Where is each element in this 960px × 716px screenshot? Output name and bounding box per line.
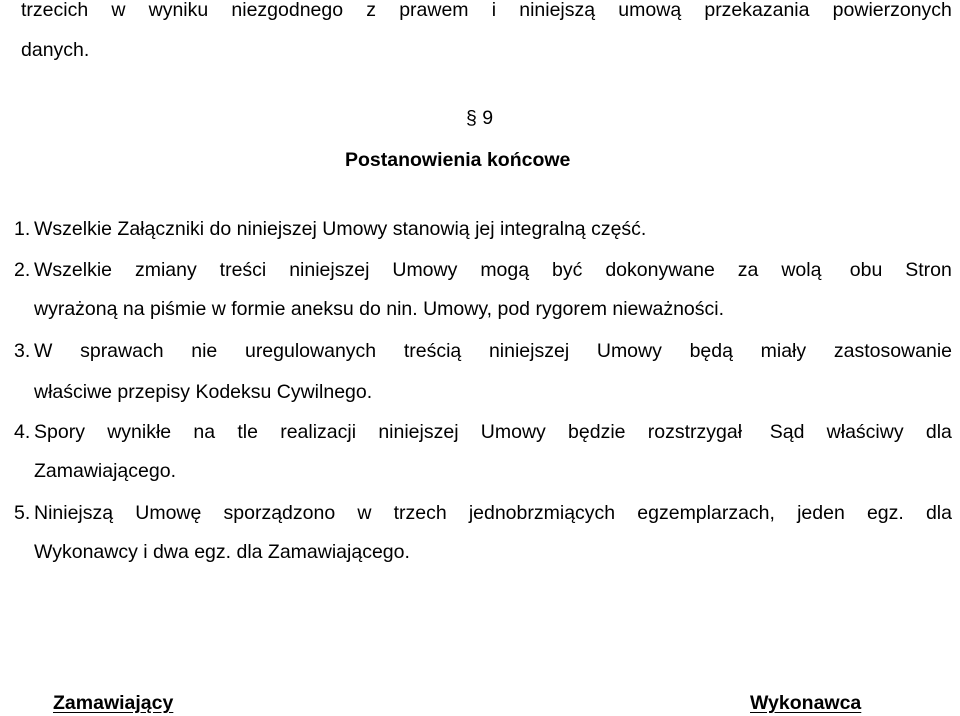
item-text-line-1 bbox=[34, 501, 952, 525]
word: wyniku bbox=[148, 0, 209, 21]
word: Sąd bbox=[764, 421, 805, 443]
word: obu bbox=[844, 259, 883, 281]
word: wolą bbox=[781, 259, 822, 281]
word: wynikłe bbox=[107, 421, 172, 443]
word: Umowy bbox=[596, 340, 662, 362]
word: tle bbox=[237, 421, 258, 443]
item-text-line-1 bbox=[34, 420, 952, 444]
item-number: 2. bbox=[14, 259, 31, 281]
word: zastosowanie bbox=[833, 340, 952, 362]
word: Umowę bbox=[135, 502, 202, 524]
word: będą bbox=[689, 340, 733, 362]
signature-zamawiajacy: Zamawiający bbox=[53, 692, 174, 714]
word: właściwy bbox=[826, 421, 904, 443]
word: treści bbox=[219, 259, 267, 281]
word: uregulowanych bbox=[244, 340, 377, 362]
word: i bbox=[491, 0, 497, 21]
item-5-text-line-2: Wykonawcy i dwa egz. dla Zamawiającego. bbox=[34, 541, 410, 563]
word: dla bbox=[925, 502, 952, 524]
word: trzecich bbox=[21, 0, 89, 21]
item-number: 1. bbox=[14, 218, 31, 240]
word: rozstrzygał bbox=[647, 421, 743, 443]
word: niniejszej bbox=[488, 340, 570, 362]
word: egz. bbox=[866, 502, 904, 524]
word: Wszelkie bbox=[34, 259, 113, 281]
word: będzie bbox=[568, 421, 626, 443]
word: realizacji bbox=[280, 421, 357, 443]
word: W bbox=[34, 340, 53, 362]
intro-line-2: danych. bbox=[21, 39, 90, 61]
word: niniejszą bbox=[519, 0, 596, 21]
word: niezgodnego bbox=[231, 0, 344, 21]
item-3-text-line-2: właściwe przepisy Kodeksu Cywilnego. bbox=[34, 381, 373, 403]
word: nie bbox=[191, 340, 218, 362]
word: na bbox=[193, 421, 216, 443]
section-title: Postanowienia końcowe bbox=[345, 149, 571, 171]
item-text-line-1 bbox=[34, 339, 952, 363]
word: za bbox=[737, 259, 759, 281]
item-number: 5. bbox=[14, 502, 31, 524]
word: egzemplarzach, bbox=[637, 502, 775, 524]
word: powierzonych bbox=[832, 0, 952, 21]
word: treścią bbox=[403, 340, 462, 362]
word: przekazania bbox=[704, 0, 810, 21]
item-text: Wszelkie Załączniki do niniejszej Umowy stanowią jej integralną część. bbox=[34, 218, 647, 240]
word: prawem bbox=[399, 0, 469, 21]
item-number: 3. bbox=[14, 340, 31, 362]
word: sprawach bbox=[80, 340, 164, 362]
word: Spory bbox=[34, 421, 85, 443]
word: trzech bbox=[393, 502, 447, 524]
word: z bbox=[366, 0, 377, 21]
item-4-text-line-2: Zamawiającego. bbox=[34, 460, 176, 482]
word: mogą bbox=[480, 259, 530, 281]
word: dla bbox=[925, 421, 952, 443]
word: w bbox=[357, 502, 372, 524]
word: Niniejszą bbox=[34, 502, 114, 524]
section-number: § 9 bbox=[466, 107, 494, 129]
word: miały bbox=[760, 340, 807, 362]
signature-wykonawca: Wykonawca bbox=[750, 692, 862, 714]
word: Umowy bbox=[392, 259, 458, 281]
word: dokonywane bbox=[605, 259, 715, 281]
word: Stron bbox=[905, 259, 952, 281]
word: w bbox=[111, 0, 126, 21]
word: zmiany bbox=[134, 259, 197, 281]
word: umową bbox=[618, 0, 682, 21]
word: sporządzono bbox=[223, 502, 336, 524]
word: niniejszej bbox=[378, 421, 459, 443]
word: jeden bbox=[797, 502, 845, 524]
item-2-text-line-2: wyrażoną na piśmie w formie aneksu do nin. Umowy, pod rygorem nieważności. bbox=[34, 298, 725, 320]
word: niniejszej bbox=[289, 259, 370, 281]
item-text-line-1 bbox=[34, 258, 952, 282]
word: być bbox=[552, 259, 583, 281]
item-number: 4. bbox=[14, 421, 31, 443]
word: jednobrzmiących bbox=[468, 502, 616, 524]
intro-line-1 bbox=[21, 0, 952, 22]
word: Umowy bbox=[480, 421, 546, 443]
